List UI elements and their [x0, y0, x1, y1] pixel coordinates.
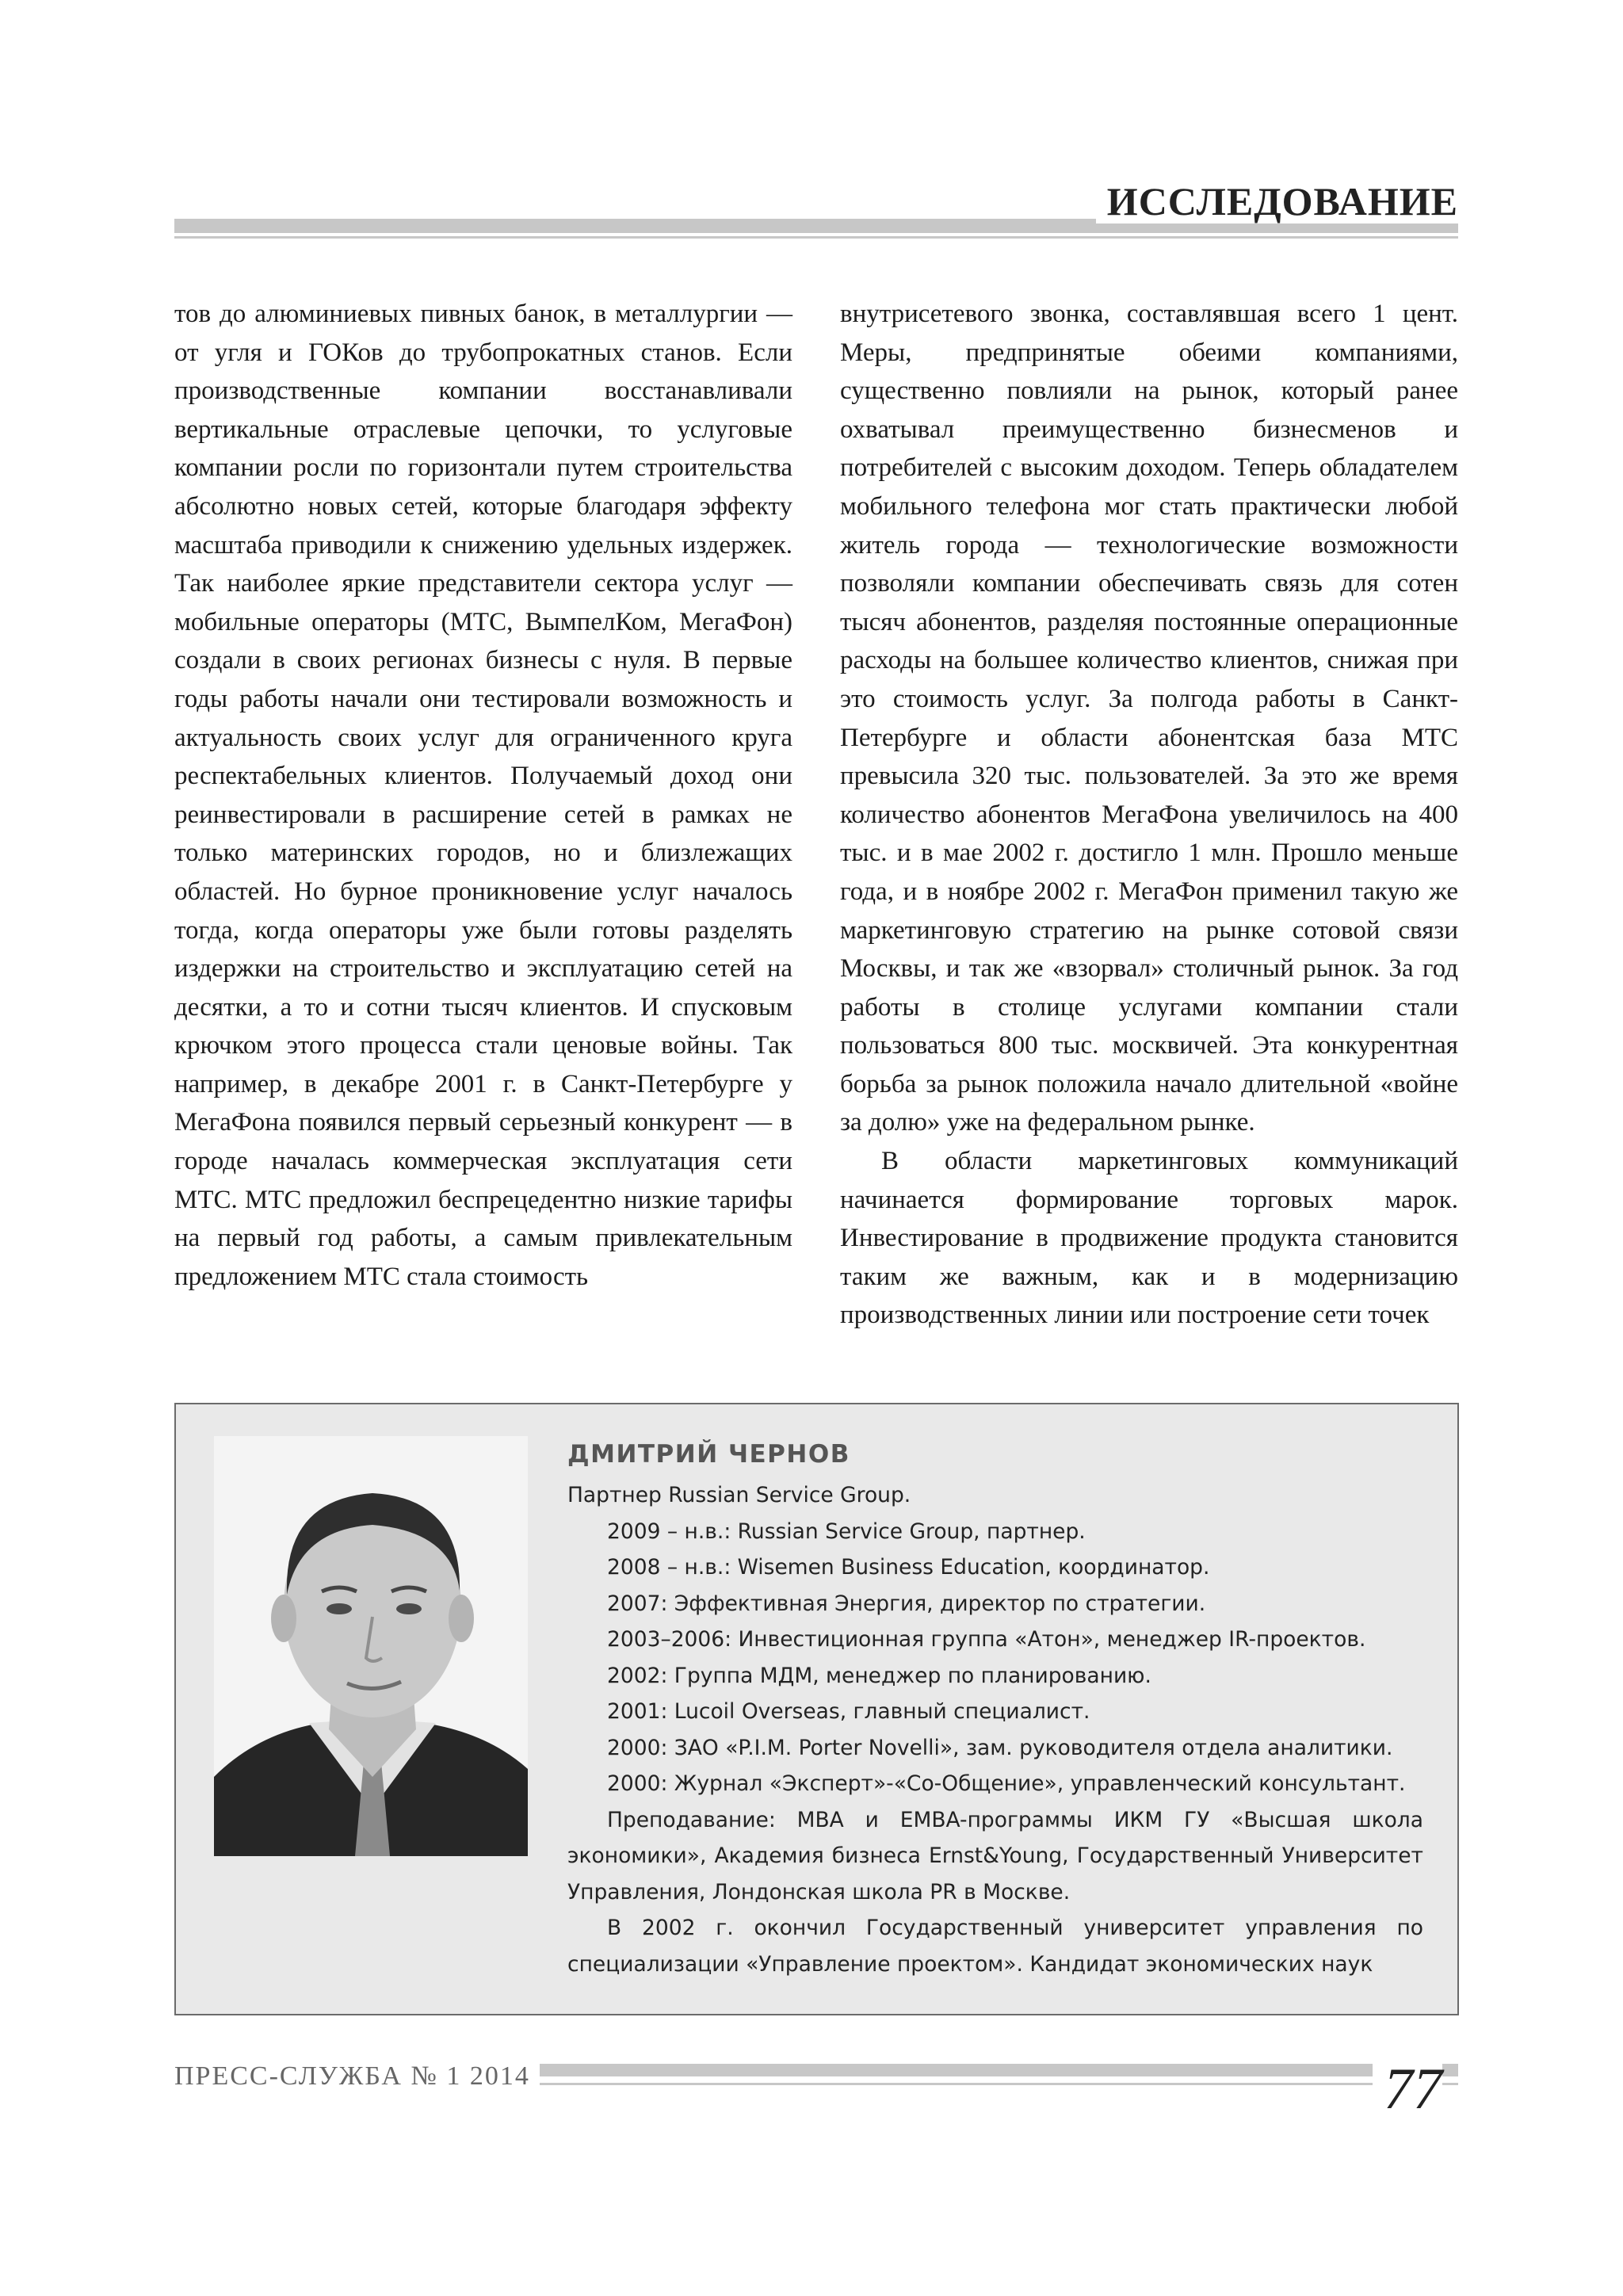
- bio-entry: 2000: ЗАО «P.I.M. Porter Novelli», зам. руководителя отдела аналитики.: [607, 1735, 1393, 1760]
- author-bio-box: [174, 1403, 1459, 2015]
- bio-entry: 2001: Lucoil Overseas, главный специалист.: [607, 1699, 1090, 1724]
- bio-entry: 2008 – н.в.: Wisemen Business Education, координатор.: [607, 1555, 1210, 1580]
- article-column-left: [174, 295, 792, 1296]
- page-number: 77: [1373, 2057, 1442, 2121]
- article-paragraph: В области маркетинговых коммуникаций начинается формирование торговых марок. Инвестирование в продвижение продукта становится таким же важным, как и в модернизацию производственных линии или построение сети точек: [840, 1147, 1458, 1330]
- bio-entry: Преподавание: MBA и EMBA-программы ИКМ ГУ «Высшая школа экономики», Академия бизнеса Ernst&Young, Государственный Университет Управления, Лондонская школа PR в Москве.: [567, 1807, 1423, 1904]
- section-title: ИССЛЕДОВАНИЕ: [1096, 179, 1458, 223]
- magazine-issue: ПРЕСС-СЛУЖБА № 1 2014: [174, 2061, 540, 2092]
- page-footer: [174, 2053, 1458, 2140]
- bio-entry: 2007: Эффективная Энергия, директор по стратегии.: [607, 1591, 1206, 1616]
- bio-entry: 2002: Группа МДМ, менеджер по планированию.: [607, 1663, 1151, 1688]
- bio-position: Партнер Russian Service Group.: [567, 1483, 911, 1507]
- article-paragraph: внутрисетевого звонка, составлявшая всего 1 цент. Меры, предпринятые обеими компаниями, существенно повлияли на рынок, который ранее охватывал преимущественно бизнесменов и потребителей с высоким доходом. Теперь обладателем мобильного телефона мог стать практически любой житель города — технологические возможности позволяли компании обеспечивать связь для сотен тысяч абонентов, разделяя постоянные операционные расходы на большее количество клиентов, снижая при это стоимость услуг. За полгода работы в Санкт-Петербурге и области абонентская база МТС превысила 320 тыс. пользователей. За это же время количество абонентов МегаФона увеличилось на 400 тыс. и в мае 2002 г. достигло 1 млн. Прошло меньше года, и в ноябре 2002 г. МегаФон применил такую же маркетинговую стратегию на рынке сотовой связи Москвы, и так же «взорвал» столичный рынок. За год работы в столице услугами компании стали пользоваться 800 тыс. москвичей. Эта конкурентная борьба за рынок положила начало длительной «войне за долю» уже на федеральном рынке.: [840, 300, 1458, 1137]
- header-underline: [174, 236, 1458, 239]
- bio-entry: В 2002 г. окончил Государственный университет управления по специализации «Управление проектом». Кандидат экономических наук: [567, 1916, 1423, 1977]
- article-column-right: [840, 295, 1458, 1335]
- article-paragraph: тов до алюминиевых пивных банок, в металлургии — от угля и ГОКов до трубопрокатных станов. Если производственные компании восстанавливали вертикальные отраслевые цепочки, то услуговые компании росли по горизонтали путем строительства абсолютно новых сетей, которые благодаря эффекту масштаба приводили к снижению удельных издержек. Так наиболее яркие представители сектора услуг — мобильные операторы (МТС, ВымпелКом, МегаФон) создали в своих регионах бизнесы с нуля. В первые годы работы начали они тестировали возможность и актуальность своих услуг для ограниченного круга респектабельных клиентов. Получаемый доход они реинвестировали в расширение сетей в рамках не только материнских городов, но и близлежащих областей. Но бурное проникновение услуг началось тогда, когда операторы уже были готовы разделять издержки на строительство и эксплуатацию сетей на десятки, а то и сотни тысяч клиентов. И спусковым крючком этого процесса стали ценовые войны. Так например, в декабре 2001 г. в Санкт-Петербурге у МегаФона появился первый серьезный конкурент — в городе началась коммерческая эксплуатация сети МТС. МТС предложил беспрецедентно низкие тарифы на первый год работы, а самым привлекательным предложением МТС стала стоимость: [174, 300, 792, 1291]
- bio-text: [567, 1436, 1423, 1982]
- bio-entry: 2003–2006: Инвестиционная группа «Атон», менеджер IR-проектов.: [607, 1627, 1366, 1652]
- portrait-image: [214, 1436, 528, 1856]
- bio-entry: 2009 – н.в.: Russian Service Group, партнер.: [607, 1519, 1086, 1544]
- section-header: [174, 179, 1458, 239]
- bio-name: ДМИТРИЙ ЧЕРНОВ: [567, 1440, 850, 1469]
- bio-entry: 2000: Журнал «Эксперт»-«Со-Общение», управленческий консультант.: [607, 1771, 1406, 1796]
- author-photo: [214, 1436, 528, 1856]
